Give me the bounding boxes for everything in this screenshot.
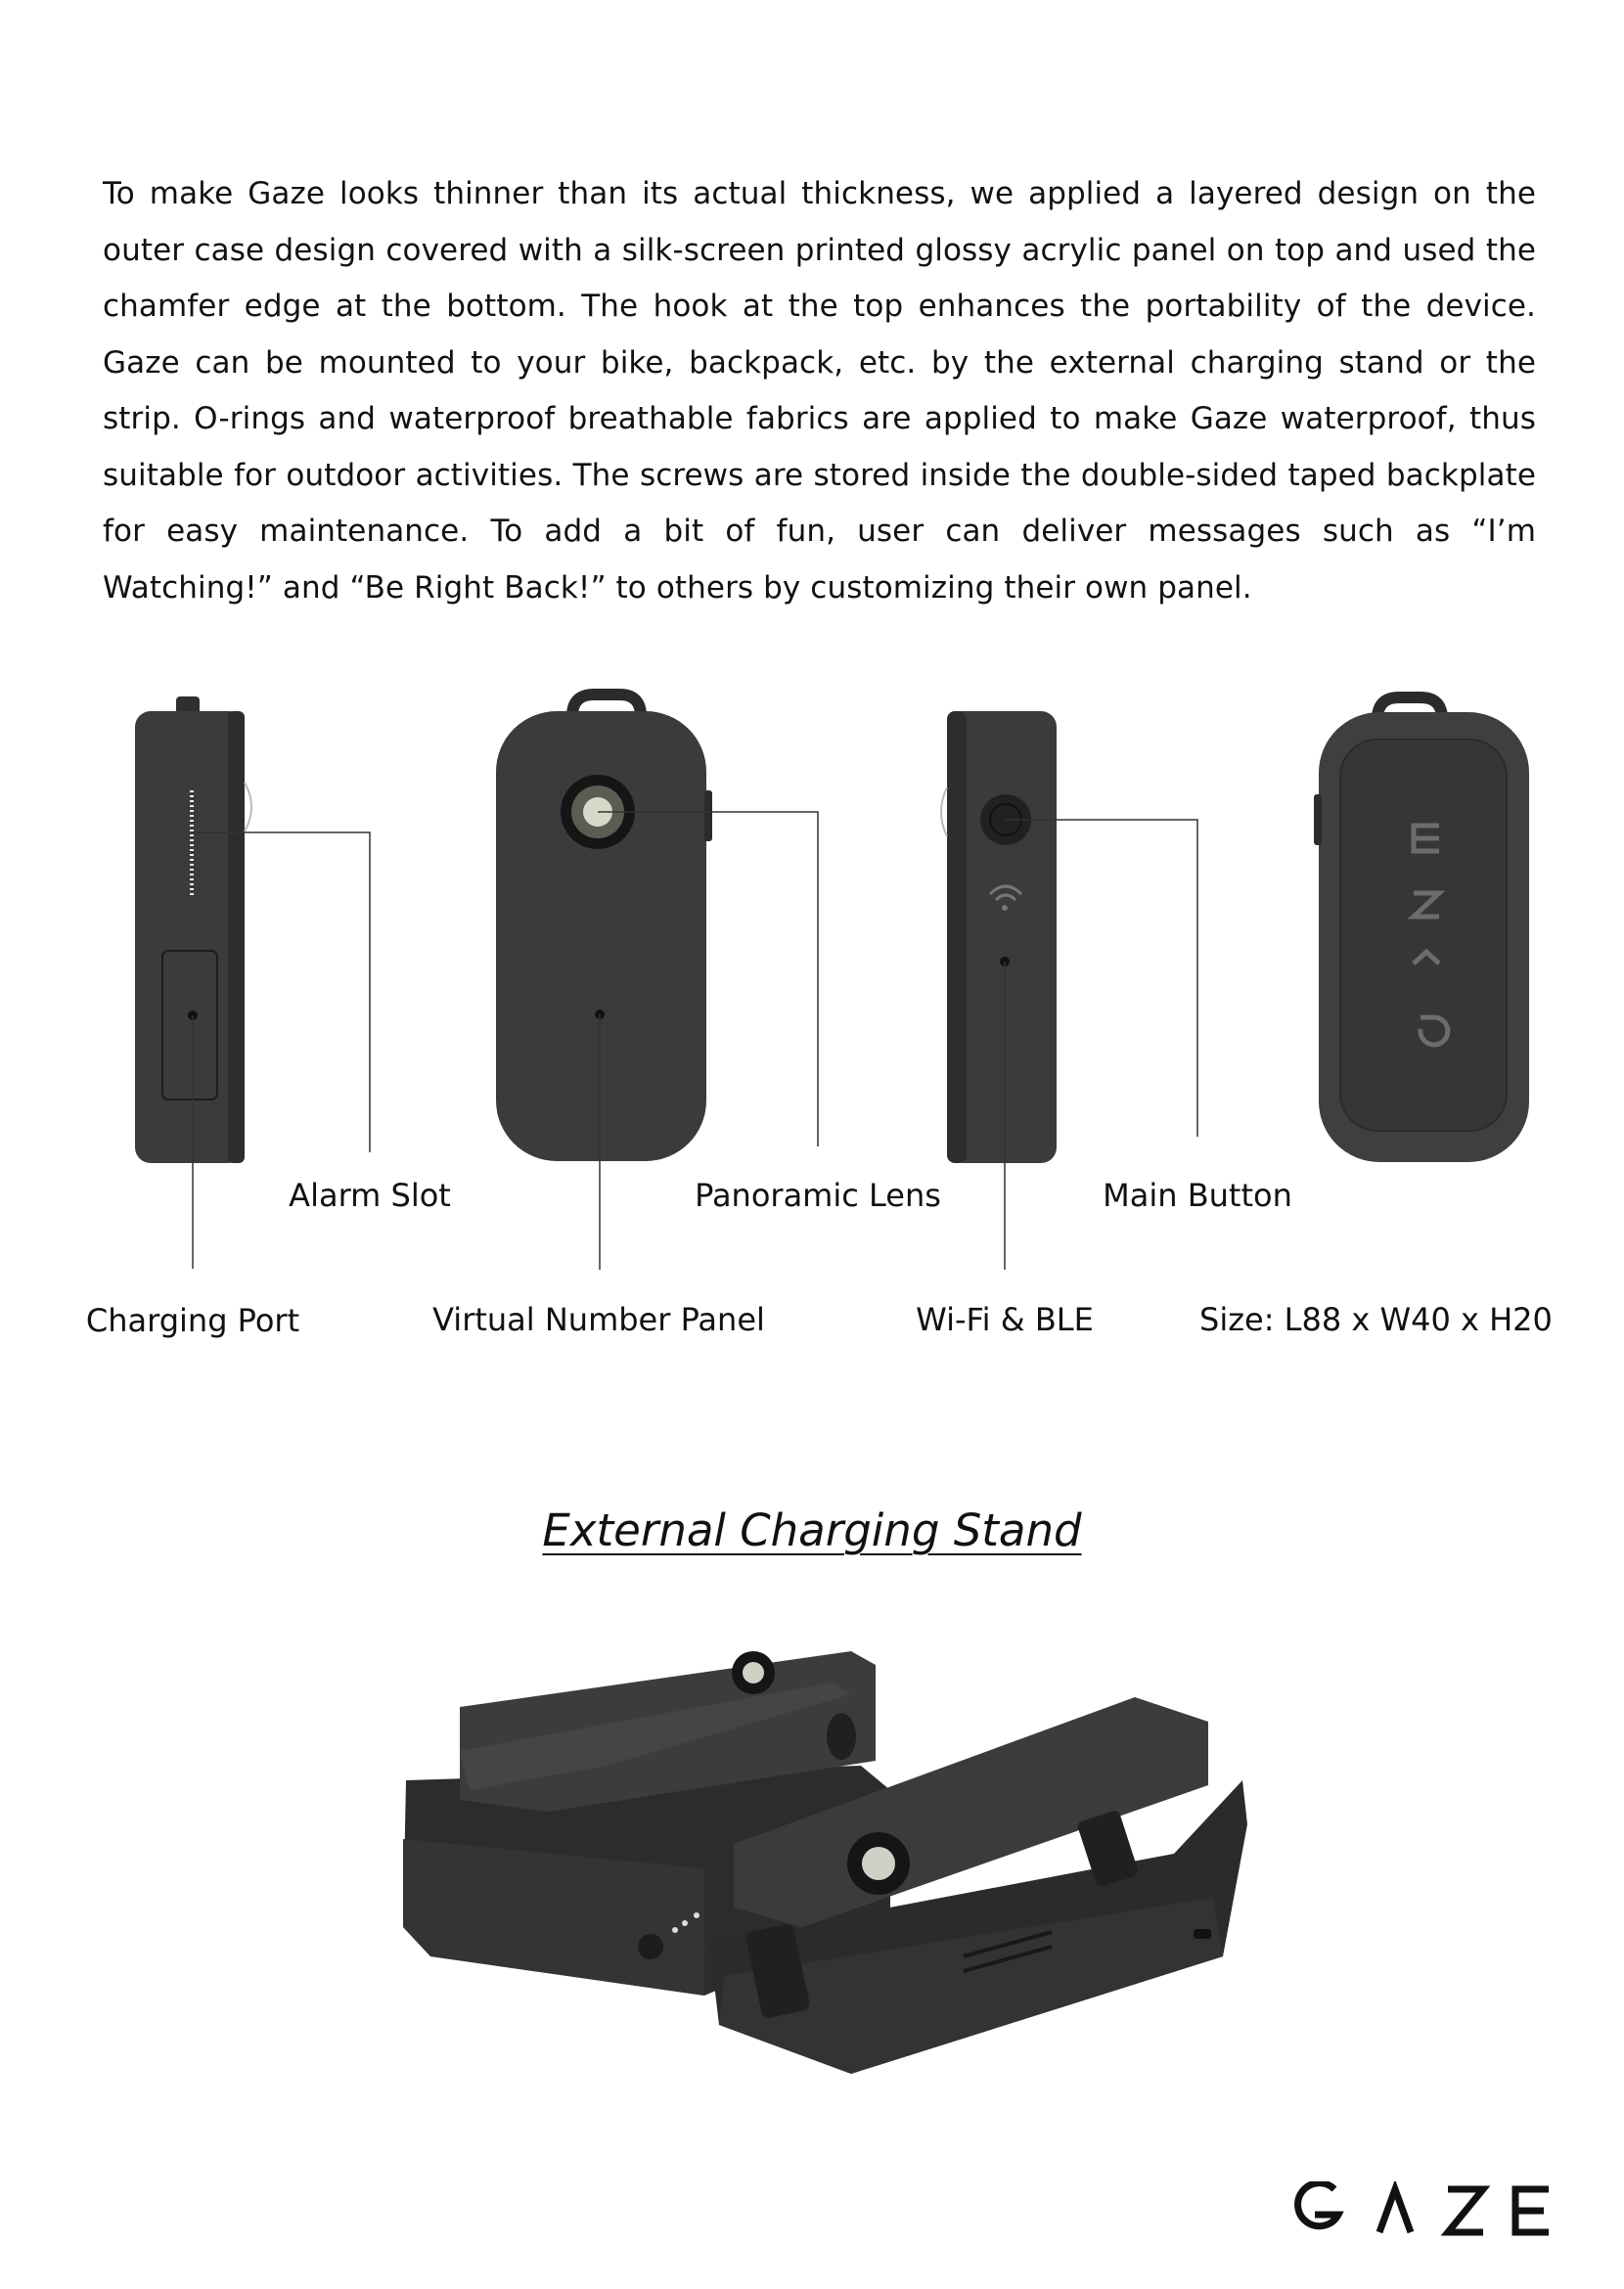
charging-stand-render	[0, 1604, 1624, 2132]
label-virtual-number-panel: Virtual Number Panel	[432, 1301, 765, 1338]
device-back-view	[1314, 697, 1529, 1162]
device-side-view-right	[941, 711, 1057, 1163]
label-wifi-ble: Wi-Fi & BLE	[916, 1301, 1094, 1338]
label-alarm-slot: Alarm Slot	[289, 1177, 451, 1214]
gaze-logo	[1291, 2181, 1556, 2240]
device-front-view	[496, 695, 712, 1161]
label-panoramic-lens: Panoramic Lens	[695, 1177, 941, 1214]
intro-paragraph: To make Gaze looks thinner than its actual thickness, we applied a layered design on the outer case design covered with a silk-screen printed glossy acrylic panel on top and used the chamfer edge at the bottom. The hook at the top enhances the portability of the device. Gaze can be mounted to your bike, backpack, etc. by the external charging stand or the strip. O-rings and waterproof breathable fabrics are applied to make Gaze waterproof, thus suitable for outdoor activities. The screws are stored inside the double-sided taped backplate for easy maintenance. To add a bit of fun, user can deliver messages such as “I’m Watching!” and “Be Right Back!” to others by customizing their own panel.	[103, 176, 1536, 606]
label-main-button: Main Button	[1103, 1177, 1292, 1214]
label-size: Size: L88 x W40 x H20	[1199, 1301, 1553, 1338]
label-charging-port: Charging Port	[85, 1302, 300, 1339]
section-title: External Charging Stand	[542, 1504, 1082, 1556]
